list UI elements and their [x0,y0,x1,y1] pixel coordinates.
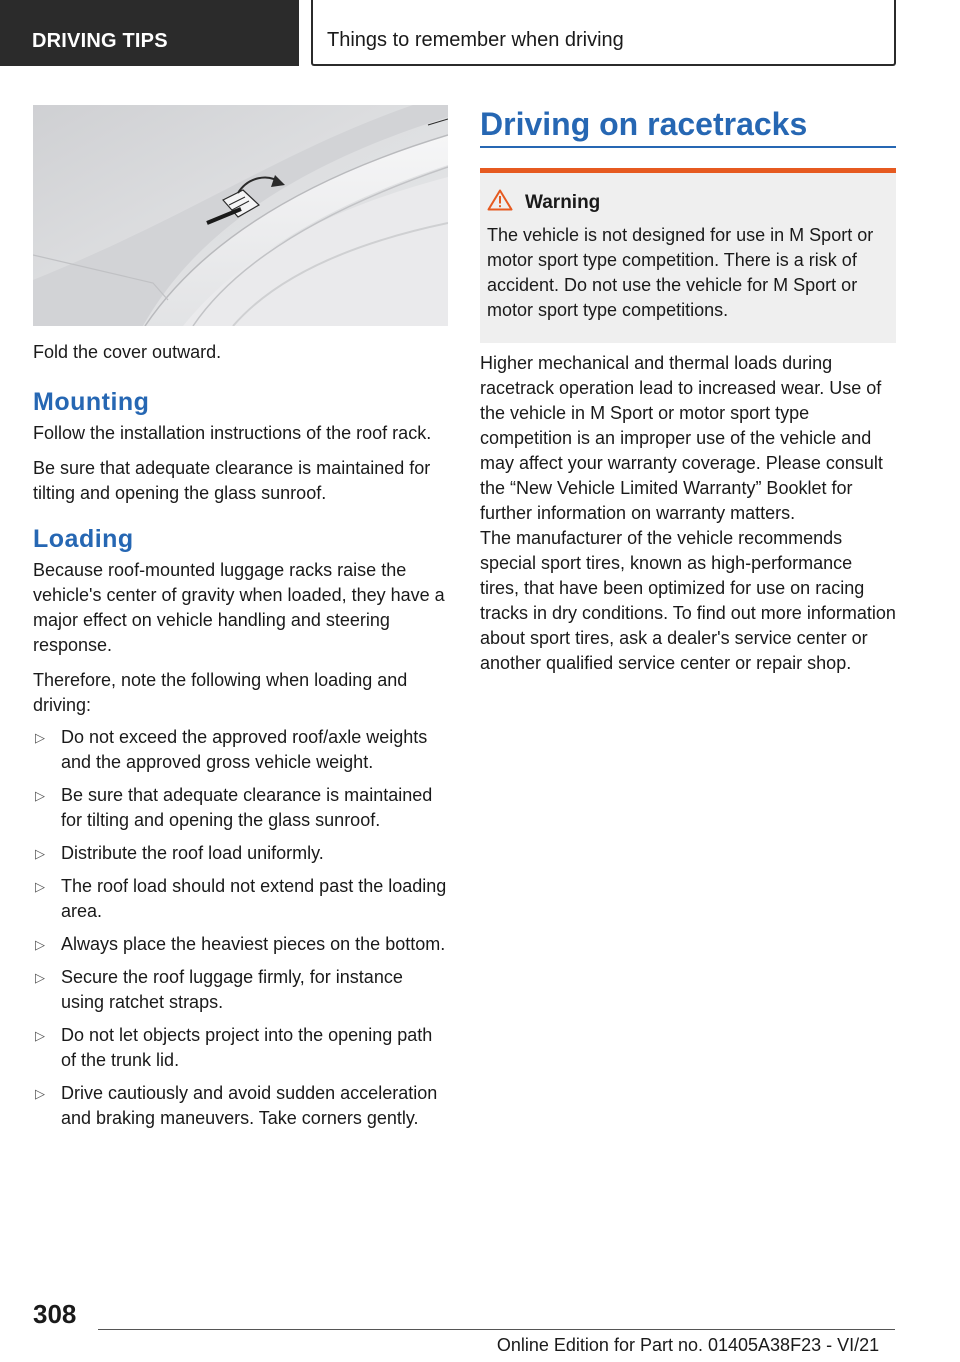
left-column [33,105,448,1139]
warning-header [487,189,888,216]
racetracks-paragraph: Higher mechanical and thermal loads during racetrack operation lead to increased wear. Use of the vehicle in M Sport or motor sport type competition is an improper use of the vehicle and may affect your warranty coverage. Please consult the “New Vehicle Limited Warranty” Booklet for further information on warranty matters. [480,353,883,523]
list-item [33,783,448,833]
roof-rail-cover-illustration [33,105,448,326]
list-item [33,874,448,924]
mounting-paragraph: Follow the installation instructions of the roof rack. [33,423,432,443]
header-section-tab [0,0,299,66]
right-column [480,105,896,676]
list-item-text: Secure the roof luggage firmly, for instance using ratchet straps. [61,967,403,1012]
loading-paragraph: Therefore, note the following when loading and driving: [33,670,408,715]
list-item-text: Do not let objects project into the opening path of the trunk lid. [61,1025,433,1070]
list-item [33,932,448,957]
triangle-bullet-icon: ▷ [35,1086,45,1101]
triangle-bullet-icon: ▷ [35,970,45,985]
list-item-text: Always place the heaviest pieces on the bottom. [61,934,446,954]
warning-triangle-icon [487,189,513,216]
roof-illustration-icon [33,105,448,326]
header-chapter-label: Things to remember when driving [327,29,624,51]
header-chapter-tab [311,0,896,66]
racetracks-paragraph: The manufacturer of the vehicle recommends special sport tires, known as high-performance tires, that have been optimized for use on racing tracks in dry conditions. To find out more information about sport tires, ask a dealer's service center or another qualified service center or repair shop. [480,528,896,673]
triangle-bullet-icon: ▷ [35,846,45,861]
page-number: 308 [33,1299,77,1329]
triangle-bullet-icon: ▷ [35,879,45,894]
triangle-bullet-icon: ▷ [35,937,45,952]
warning-box [480,168,896,343]
warning-title: Warning [525,191,601,213]
list-item [33,1023,448,1073]
list-item-text: Drive cautiously and avoid sudden acceleration and braking maneuvers. Take corners gently. [61,1083,438,1128]
footer-rule [98,1329,895,1330]
triangle-bullet-icon: ▷ [35,788,45,803]
figure-caption: Fold the cover outward. [33,342,222,362]
mounting-paragraph: Be sure that adequate clearance is maintained for tilting and opening the glass sunroof. [33,458,431,503]
loading-heading: Loading [33,525,134,553]
triangle-bullet-icon: ▷ [35,1028,45,1043]
list-item-text: Do not exceed the approved roof/axle weights and the approved gross vehicle weight. [61,727,428,772]
list-item-text: Distribute the roof load uniformly. [61,843,324,863]
list-item-text: Be sure that adequate clearance is maintained for tilting and opening the glass sunroof. [61,785,433,830]
list-item [33,725,448,775]
header-section-label: DRIVING TIPS [32,30,168,52]
list-item [33,841,448,866]
loading-paragraph: Because roof-mounted luggage racks raise the vehicle's center of gravity when loaded, they have a major effect on vehicle handling and steering response. [33,560,445,655]
warning-text: The vehicle is not designed for use in M Sport or motor sport type competition. There is a risk of accident. Do not use the vehicle for M Sport or motor sport type competitions. [487,225,874,320]
heading-rule [480,146,896,148]
racetracks-heading: Driving on racetracks [480,106,808,142]
mounting-heading: Mounting [33,388,150,416]
footer-edition: Online Edition for Part no. 01405A38F23 - VI/21 [496,1335,880,1355]
list-item [33,965,448,1015]
list-item-text: The roof load should not extend past the loading area. [61,876,447,921]
loading-bullet-list [33,725,448,1131]
list-item [33,1081,448,1131]
triangle-bullet-icon: ▷ [35,730,45,745]
